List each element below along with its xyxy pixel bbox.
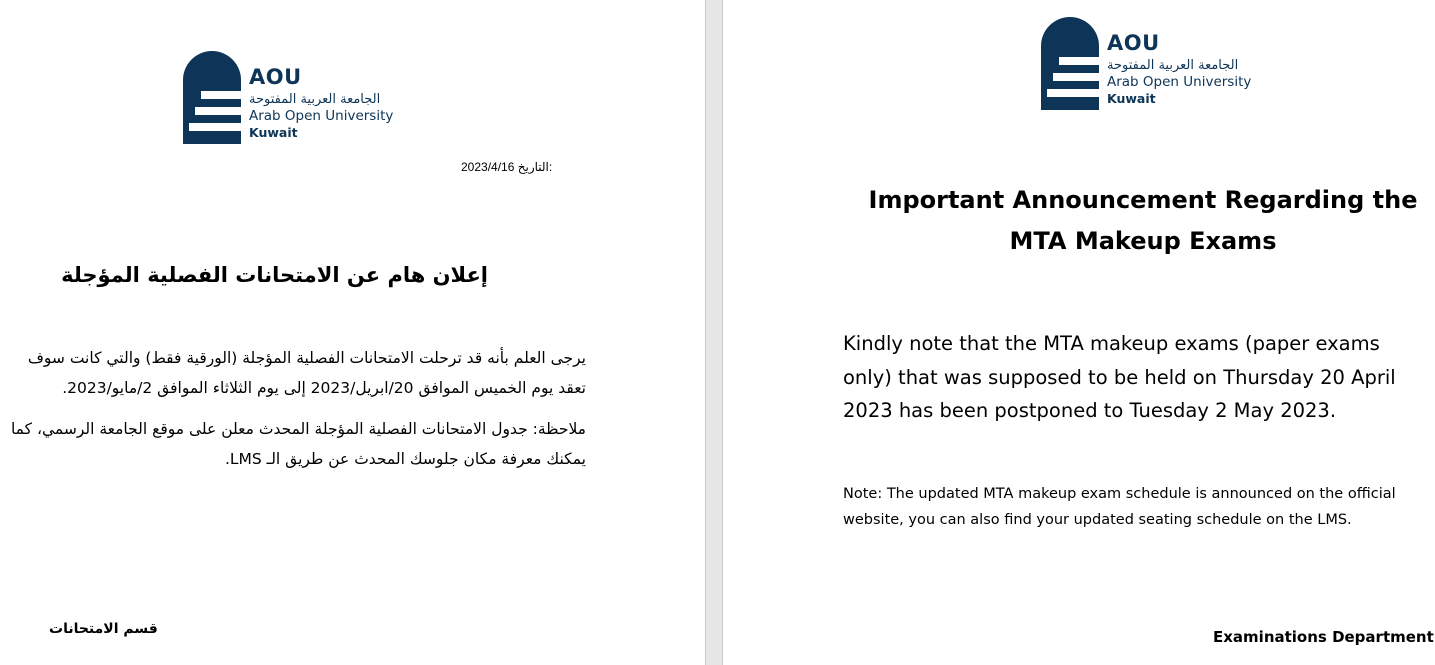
logo-abbr: AOU xyxy=(249,65,302,89)
arabic-paragraph-2: ملاحظة: جدول الامتحانات الفصلية المؤجلة المحدث معلن على موقع الجامعة الرسمي، كما يمكنك معرفة مكان جلوسك المحدث عن طريق الـ LMS. xyxy=(10,420,586,468)
date-line xyxy=(461,160,552,174)
arabic-title: إعلان هام عن الامتحانات الفصلية المؤجلة xyxy=(61,263,488,287)
logo-arabic-name: الجامعة العربية المفتوحة xyxy=(249,92,381,107)
date-label: التاريخ: xyxy=(517,160,553,174)
logo-english-name: Arab Open University xyxy=(1107,74,1252,90)
logo-wordmark xyxy=(249,51,393,139)
english-note: Note: The updated MTA makeup exam schedule is announced on the official website, you can also find your updated seating schedule on the LMS. xyxy=(843,486,1396,528)
page-gutter xyxy=(705,0,723,665)
date-value: 2023/4/16 xyxy=(461,160,515,174)
english-title: Important Announcement Regarding the MTA Makeup Exams xyxy=(868,186,1418,255)
logo-city: Kuwait xyxy=(1107,90,1156,106)
english-body: Kindly note that the MTA makeup exams (paper exams only) that was supposed to be held on Thursday 20 April 2023 has been postponed to Tuesday 2 May 2023. xyxy=(843,332,1396,422)
logo-arabic-name: الجامعة العربية المفتوحة xyxy=(1107,58,1239,73)
arabic-department-signature: قسم الامتحانات xyxy=(49,621,158,637)
arabic-paragraph-1: يرجى العلم بأنه قد ترحلت الامتحانات الفصلية المؤجلة (الورقية فقط) والتي كانت سوف تعقد يوم الخميس الموافق 20/ابريل/2023 إلى يوم الثلاثاء الموافق 2/مايو/2023. xyxy=(27,349,586,397)
logo-english-name: Arab Open University xyxy=(249,108,394,124)
aou-logo-arabic-page xyxy=(183,51,393,144)
aou-logo-english-page xyxy=(1041,17,1251,110)
logo-abbr: AOU xyxy=(1107,31,1160,55)
logo-wordmark xyxy=(1107,17,1251,105)
aou-logo-mark-icon xyxy=(1041,17,1099,110)
english-department-signature: Examinations Department xyxy=(1213,628,1434,646)
logo-city: Kuwait xyxy=(249,124,298,140)
aou-logo-mark-icon xyxy=(183,51,241,144)
